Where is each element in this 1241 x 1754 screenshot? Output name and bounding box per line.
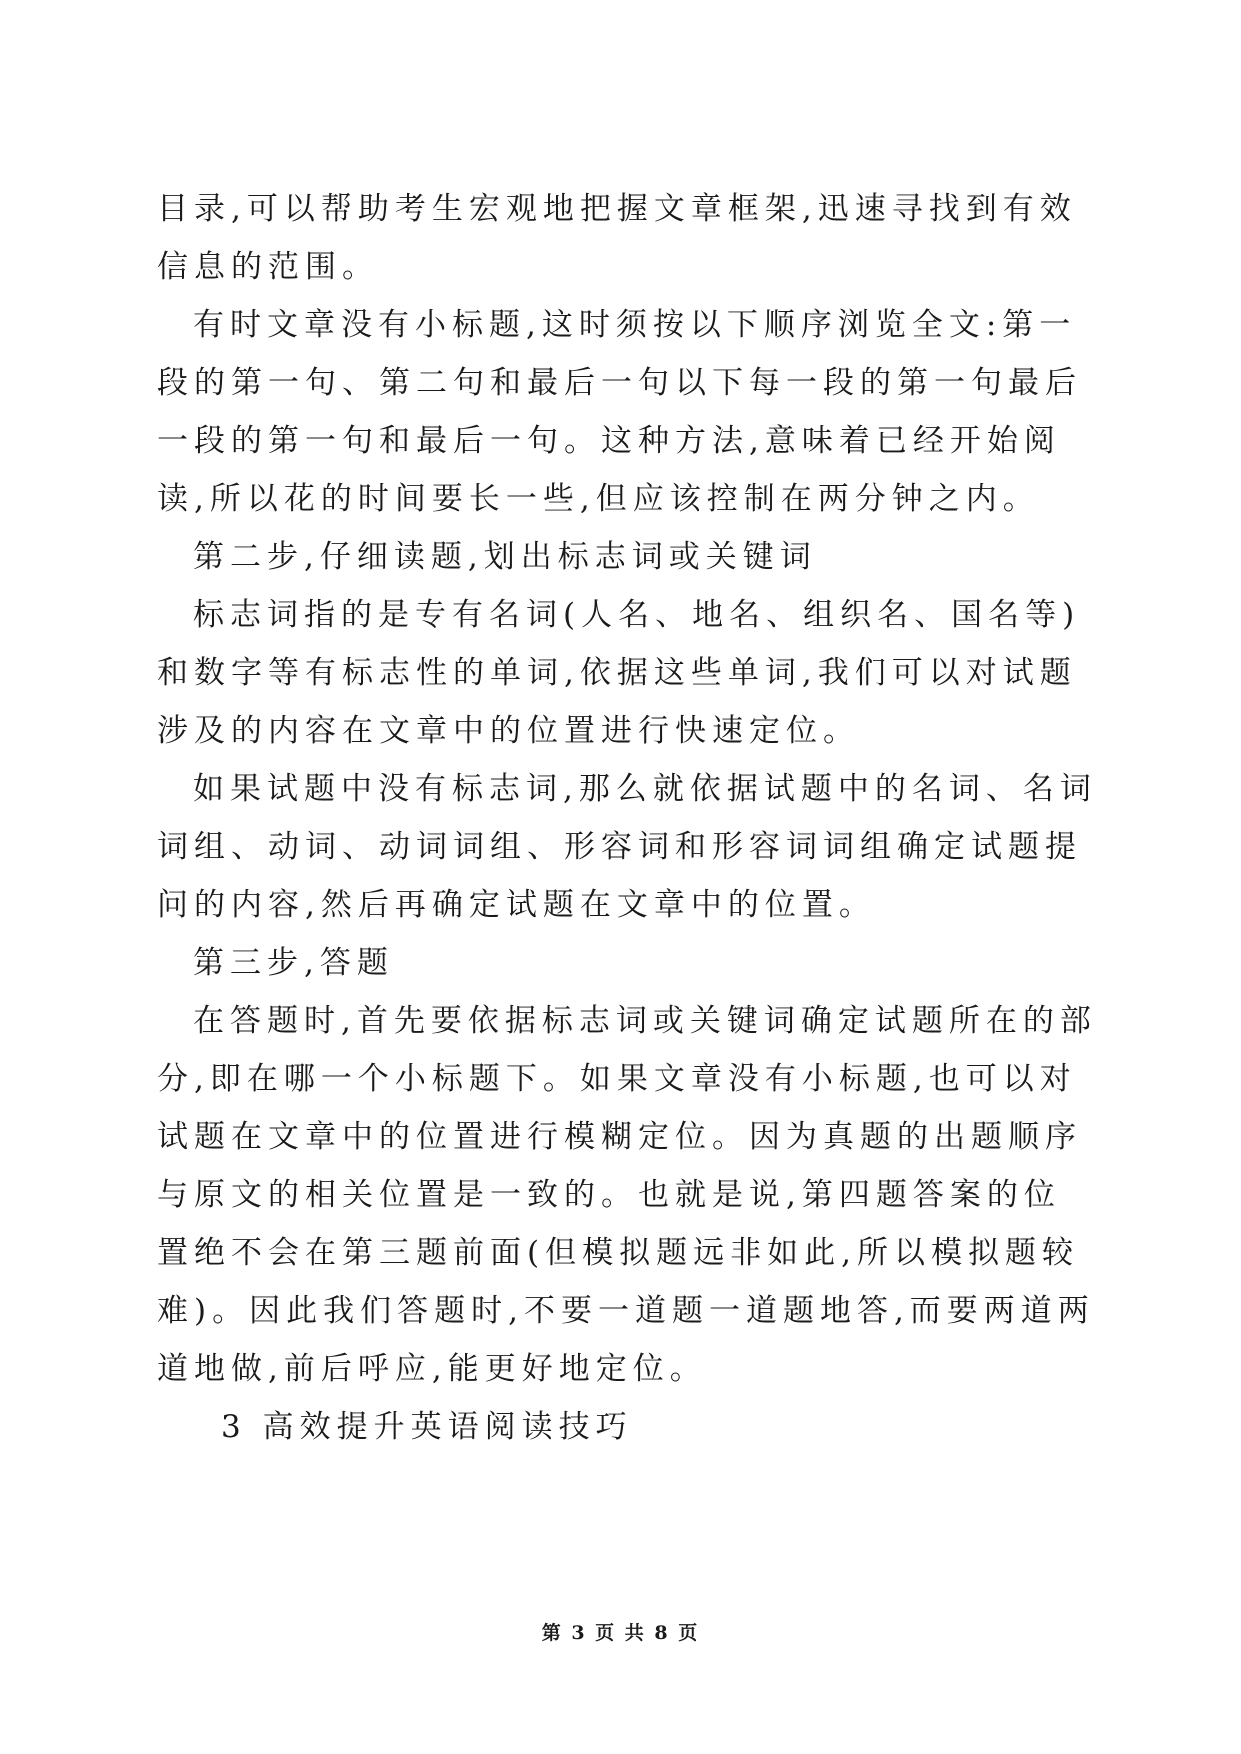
paragraph-marker-words: 标志词指的是专有名词(人名、地名、组织名、国名等)和数字等有标志性的单词,依据这些单词,我们可以对试题涉及的内容在文章中的位置进行快速定位。 [157,597,1081,749]
section-heading: 3 高效提升英语阅读技巧 [221,1409,633,1445]
step-three-heading: 第三步,答题 [193,945,394,981]
paragraph-no-marker-words: 如果试题中没有标志词,那么就依据试题中的名词、名词词组、动词、动词词组、形容词和形容词词组确定试题提问的内容,然后再确定试题在文章中的位置。 [157,771,1097,923]
document-body [157,180,1097,1456]
paragraph-browse-order: 有时文章没有小标题,这时须按以下顺序浏览全文:第一段的第一句、第二句和最后一句以下每一段的第一句最后一段的第一句和最后一句。这种方法,意味着已经开始阅读,所以花的时间要长一些,但应该控制在两分钟之内。 [157,307,1082,517]
paragraph-continuation: 目录,可以帮助考生宏观地把握文章框架,迅速寻找到有效信息的范围。 [157,191,1077,285]
step-two-heading: 第二步,仔细读题,划出标志词或关键词 [193,539,817,575]
page-number-footer: 第 3 页 共 8 页 [541,1622,700,1644]
paragraph-answering: 在答题时,首先要依据标志词或关键词确定试题所在的部分,即在哪一个小标题下。如果文章没有小标题,也可以对试题在文章中的位置进行模糊定位。因为真题的出题顺序与原文的相关位置是一致的。也就是说,第四题答案的位置绝不会在第三题前面(但模拟题远非如此,所以模拟题较难)。因此我们答题时,不要一道题一道题地答,而要两道两道地做,前后呼应,能更好地定位。 [157,1003,1097,1387]
